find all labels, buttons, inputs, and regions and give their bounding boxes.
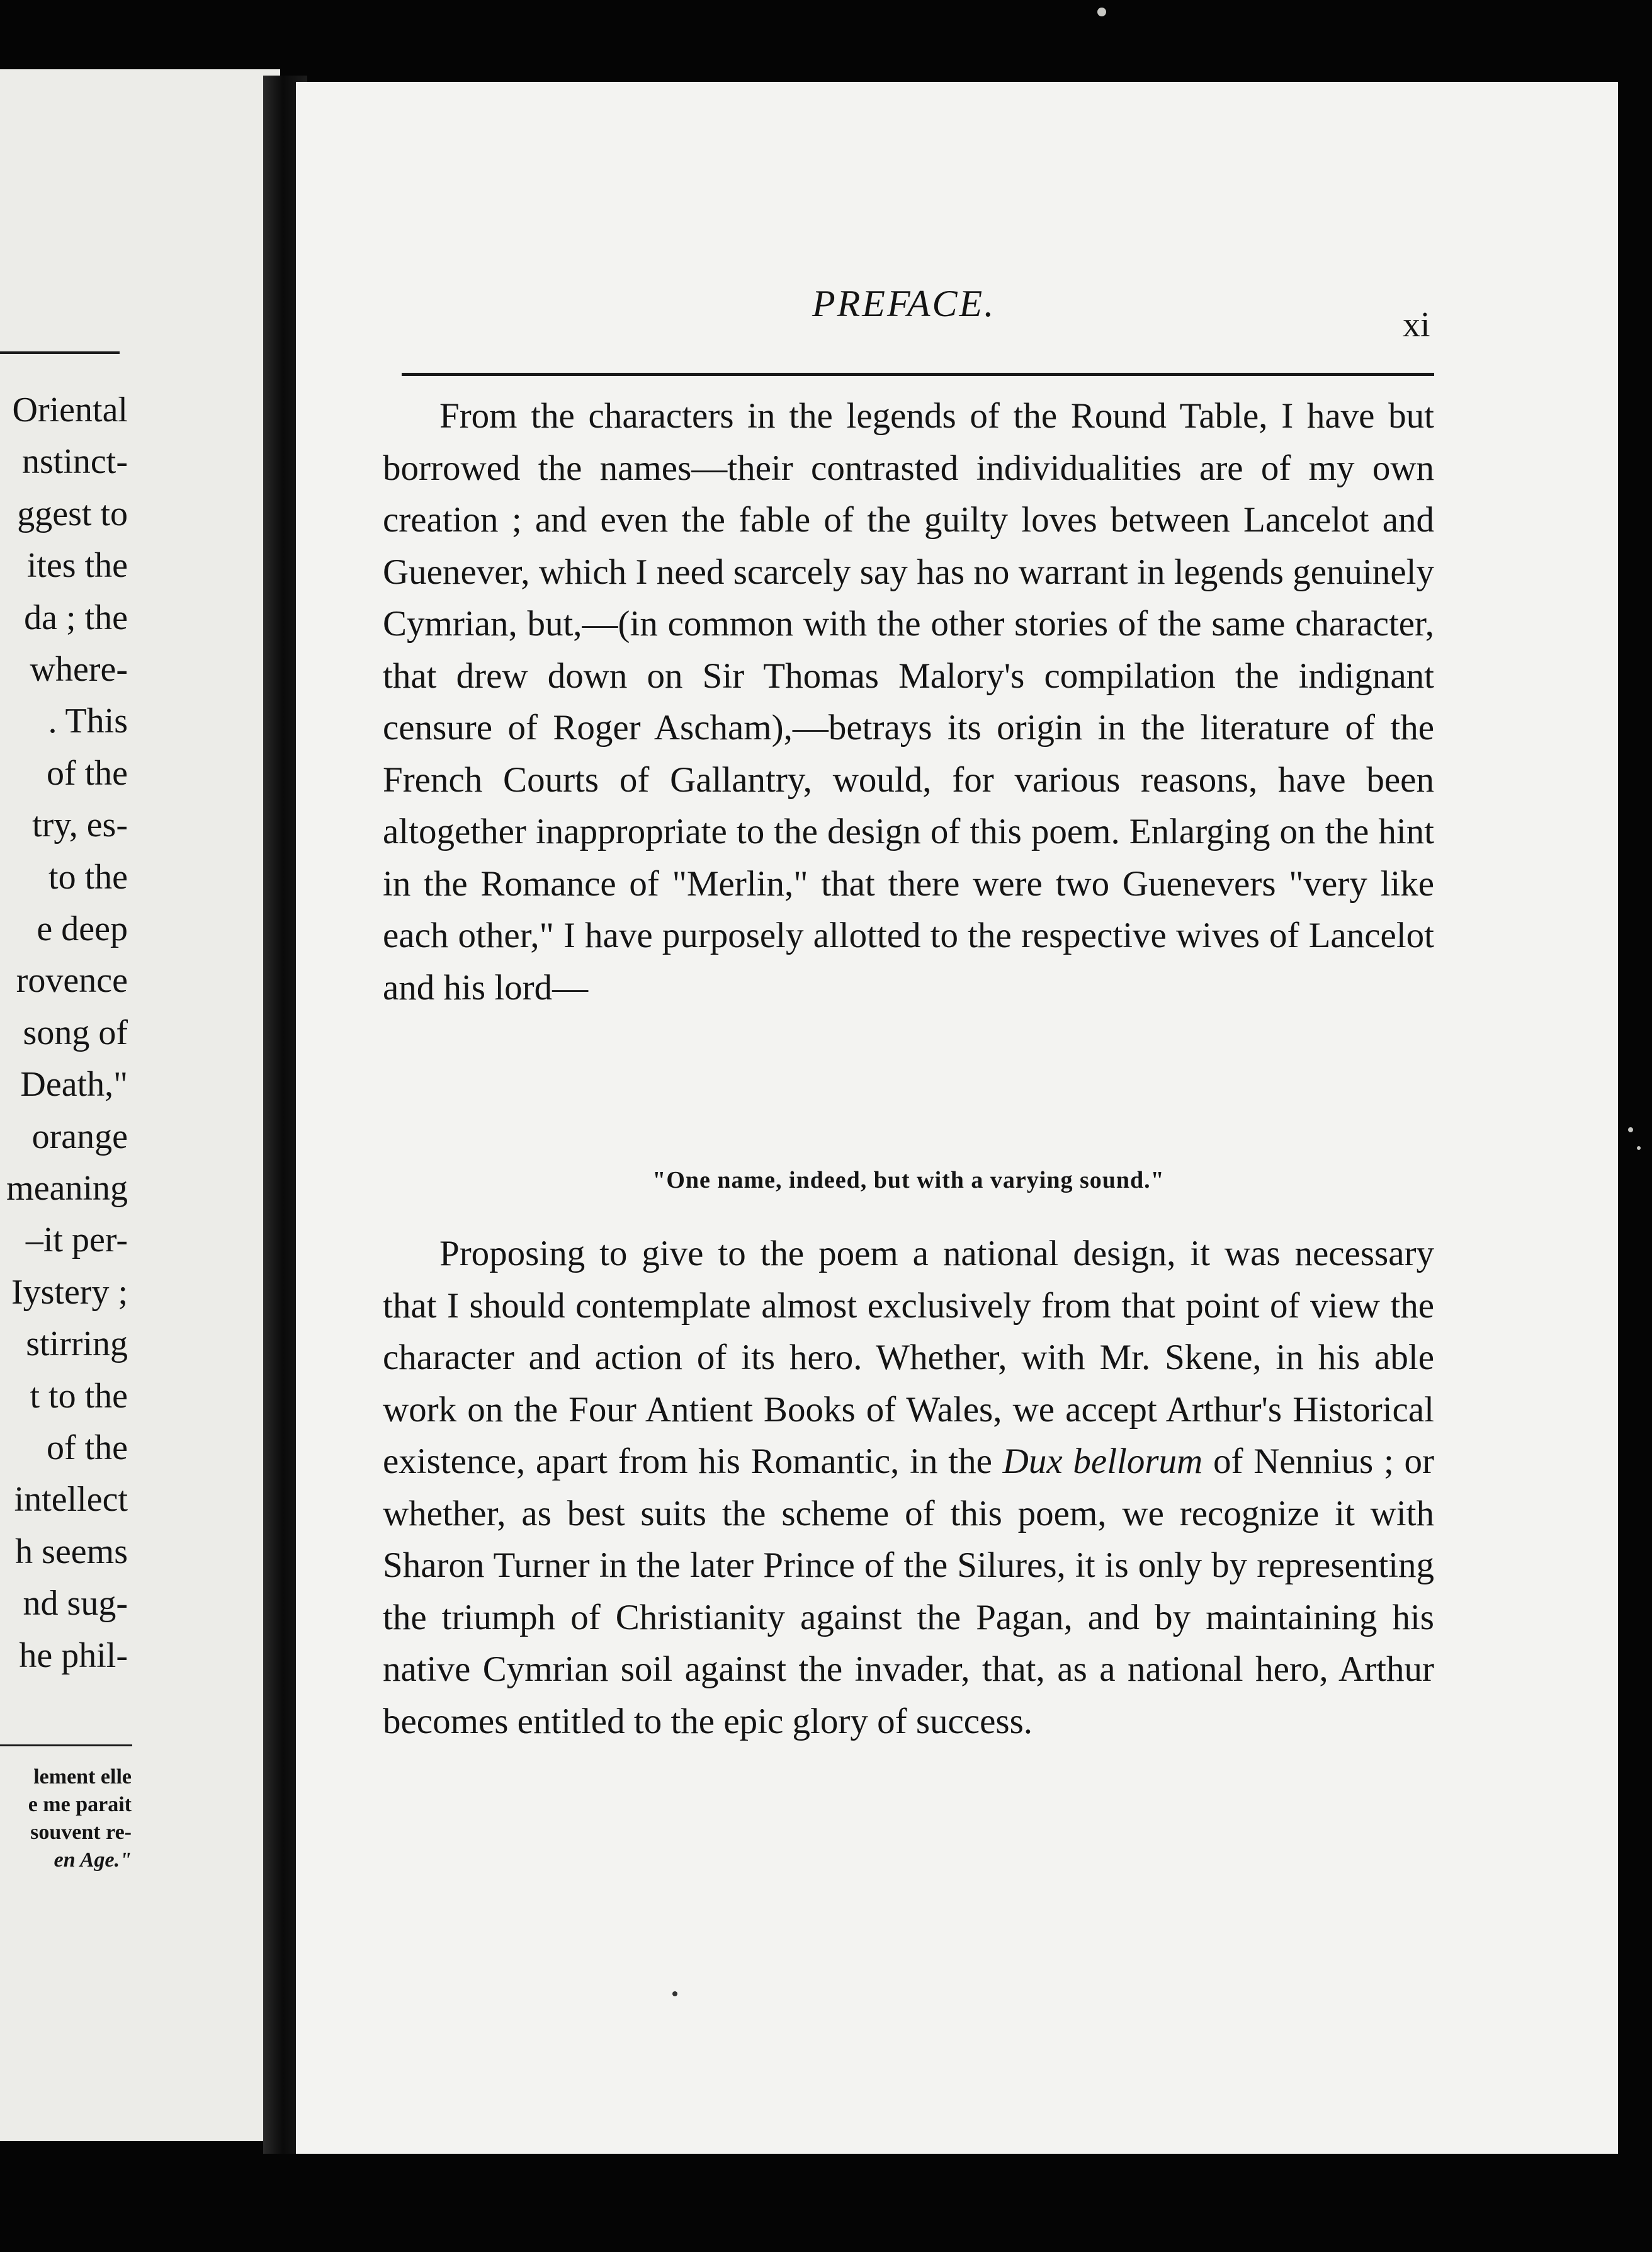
stray-mark xyxy=(1628,1127,1633,1132)
left-text-line: try, es- xyxy=(32,805,128,845)
italic-phrase: Dux bellorum xyxy=(1002,1442,1203,1481)
left-text-line: of the xyxy=(46,753,128,793)
left-footnote-line: e me parait xyxy=(28,1793,132,1816)
stray-mark xyxy=(672,1991,677,1996)
paragraph-1: From the characters in the legends of the Round Table, I have but borrowed the names—their contrasted individualities are of my own creation ; and even the fable of the guilty loves between Lancelot and Guenever, which I need scarcely say has no warrant in legends genuinely Cymrian, but,—(in common with the other stories of the same character, that drew down on Sir Thomas Malory's compilation the indignant censure of Roger Ascham),—betrays its origin in the literature of the French Courts of Gallantry, would, for various reasons, have been altogether inappropriate to the design of this poem. Enlarging on the hint in the Romance of "Merlin," that there were two Guenevers "very like each other," I have purposely allotted to the respective wives of Lancelot and his lord— xyxy=(383,396,1434,1008)
left-text-line: of the xyxy=(46,1428,128,1467)
left-text-line: –it per- xyxy=(25,1220,128,1260)
left-page-fragment xyxy=(0,69,280,2141)
left-footnote-line: souvent re- xyxy=(30,1821,132,1844)
left-footnote-line: en Age." xyxy=(54,1848,132,1872)
left-text-line: rovence xyxy=(16,961,128,1001)
left-text-line: meaning xyxy=(6,1169,128,1208)
left-text-line: t to the xyxy=(30,1376,128,1416)
left-text-line: nstinct- xyxy=(22,442,128,482)
left-text-line: h seems xyxy=(15,1532,128,1571)
left-text-line: orange xyxy=(31,1117,128,1156)
left-footnote-line: lement elle xyxy=(33,1765,132,1789)
left-text-line: ggest to xyxy=(17,494,128,533)
left-text-line: stirring xyxy=(26,1324,128,1364)
running-title: PREFACE. xyxy=(812,283,996,324)
paragraph-2-end: of Nennius ; or whether, as best suits the scheme of this poem, we recognize it with Sharon Turner in the later Prince of the Silures, it is only by representing the triumph of Christianity against the Pagan, and by maintaining his native Cymrian soil against the invader, that, as a national hero, Arthur becomes entitled to the epic glory of success. xyxy=(383,1442,1435,1741)
page-number: xi xyxy=(1403,305,1430,344)
left-text-line: nd sug- xyxy=(23,1584,128,1624)
left-text-line: ites the xyxy=(26,546,128,586)
left-footnote-rule xyxy=(0,1744,132,1746)
paragraph-2-start: Proposing to give to the poem a national design, it was necessary that I should contemplate almost exclusively from that point of view the character and action of its hero. Whether, with Mr. Skene, in his able work on the Four Antient Books of Wales, we accept Arthur's Historical existence, apart from his Romantic, in the xyxy=(383,1234,1434,1481)
stray-mark xyxy=(1637,1146,1641,1150)
stray-mark xyxy=(1097,8,1106,16)
left-text-line: . This xyxy=(48,702,128,741)
paragraph-2 xyxy=(383,1228,1434,1748)
epigraph-quote: "One name, indeed, but with a varying sound." xyxy=(652,1167,1165,1193)
left-text-line: da ; the xyxy=(24,598,128,637)
left-text-line: intellect xyxy=(14,1480,128,1520)
left-text-line: Death," xyxy=(20,1065,128,1105)
left-text-line: Iystery ; xyxy=(11,1272,128,1312)
left-text-line: Oriental xyxy=(12,390,128,429)
left-text-line: to the xyxy=(48,857,128,897)
left-text-line: where- xyxy=(30,650,128,689)
left-text-line: song of xyxy=(23,1013,128,1052)
left-header-rule xyxy=(0,351,120,354)
left-text-line: e deep xyxy=(37,909,128,948)
header-rule xyxy=(402,373,1434,376)
left-text-line: he phil- xyxy=(19,1635,128,1675)
